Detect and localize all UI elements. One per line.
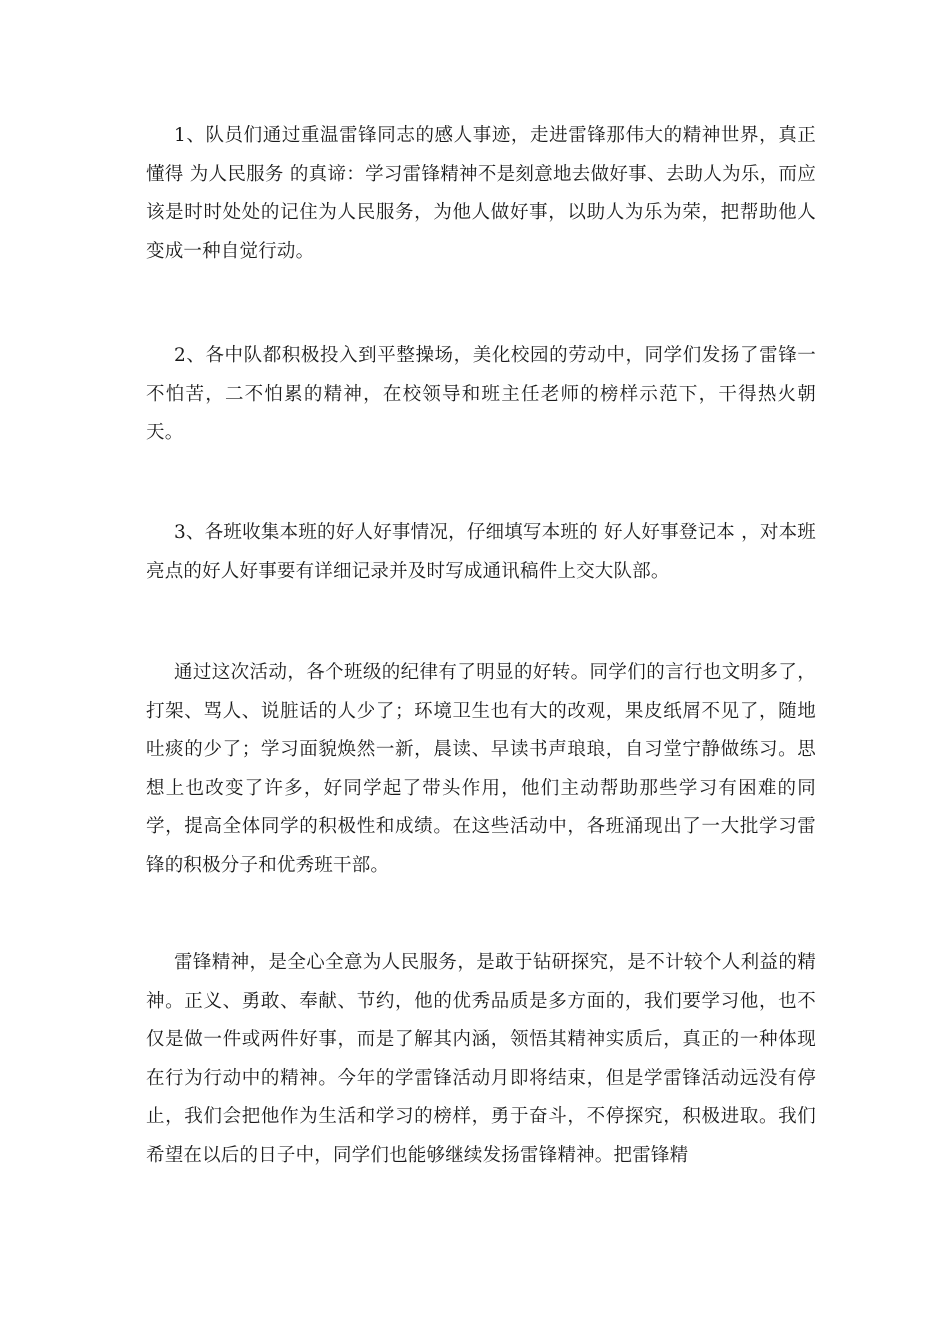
- paragraph-1: 1、队员们通过重温雷锋同志的感人事迹，走进雷锋那伟大的精神世界，真正懂得 为人民服务 的真谛：学习雷锋精神不是刻意地去做好事、去助人为乐，而应该是时时处处的记住为人民服务，为他人做好事，以助人为乐为荣，把帮助他人变成一种自觉行动。: [146, 125, 816, 262]
- paragraph-4: 通过这次活动，各个班级的纪律有了明显的好转。同学们的言行也文明多了，打架、骂人、说脏话的人少了；环境卫生也有大的改观，果皮纸屑不见了，随地吐痰的少了；学习面貌焕然一新，晨读、早读书声琅琅，自习堂宁静做练习。思想上也改变了许多，好同学起了带头作用，他们主动帮助那些学习有困难的同学，提高全体同学的积极性和成绩。在这些活动中，各班涌现出了一大批学习雷锋的积极分子和优秀班干部。: [146, 662, 816, 876]
- paragraph-3: 3、各班收集本班的好人好事情况，仔细填写本班的 好人好事登记本 ，对本班亮点的好人好事要有详细记录并及时写成通讯稿件上交大队部。: [146, 522, 816, 582]
- paragraph-5: 雷锋精神，是全心全意为人民服务，是敢于钻研探究，是不计较个人利益的精神。正义、勇敢、奉献、节约，他的优秀品质是多方面的，我们要学习他，也不仅是做一件或两件好事，而是了解其内涵，领悟其精神实质后，真正的一种体现在行为行动中的精神。今年的学雷锋活动月即将结束，但是学雷锋活动远没有停止，我们会把他作为生活和学习的榜样，勇于奋斗，不停探究，积极进取。我们希望在以后的日子中，同学们也能够继续发扬雷锋精神。把雷锋精: [146, 952, 816, 1166]
- paragraph-2: 2、各中队都积极投入到平整操场，美化校园的劳动中，同学们发扬了雷锋一不怕苦，二不怕累的精神，在校领导和班主任老师的榜样示范下，干得热火朝天。: [146, 345, 816, 443]
